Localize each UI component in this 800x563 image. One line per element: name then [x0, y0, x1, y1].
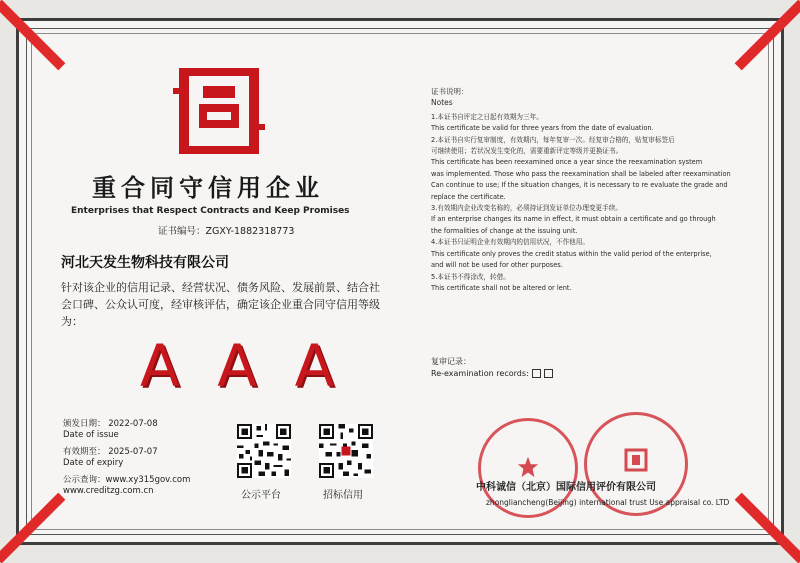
issuer-name: 中科诚信（北京）国际信用评价有限公司 — [476, 482, 656, 493]
qr-code-public-platform[interactable] — [237, 424, 291, 478]
credit-grade — [140, 332, 370, 400]
reexam-checkbox[interactable] — [544, 369, 553, 378]
notes-line: 可继续使用；若状况发生变化的，需要重新评定等级并更换证书。 — [431, 147, 623, 156]
notes-line: 3.有效期内企业改变名称的，必须持证到发证单位办理变更手续。 — [431, 204, 622, 213]
notes-heading-en: Notes — [431, 98, 453, 108]
certificate-description: 针对该企业的信用记录、经营状况、债务风险、发展前景、结合社会口碑、公众认可度，经审核评估，确定该企业重合同守信用等级为： — [61, 281, 380, 328]
query-url-1[interactable]: www.xy315gov.com — [105, 475, 191, 485]
company-name: 河北天发生物科技有限公司 — [61, 255, 229, 271]
expiry-date: 2025-07-07 — [108, 447, 158, 457]
reexam-label-en: Re-examination records: — [431, 369, 529, 378]
notes-line: 4.本证书只证明企业有效期内的信用状况，不作他用。 — [431, 238, 589, 247]
reexam-checkbox[interactable] — [532, 369, 541, 378]
notes-line: 1.本证书自评定之日起有效期为三年。 — [431, 112, 543, 121]
notes-section — [431, 86, 731, 294]
grade-letter: A — [294, 332, 371, 400]
reexam-records — [431, 356, 553, 380]
certificate-subtitle: Enterprises that Respect Contracts and Keep Promises — [71, 206, 350, 216]
grade-letter: A — [217, 332, 295, 400]
date-block — [63, 419, 190, 497]
expiry-date-label-en: Date of expiry — [63, 458, 124, 468]
notes-line: If an enterprise changes its name in effect, it must obtain a certificate and go through — [431, 215, 716, 224]
certificate-number — [158, 223, 294, 237]
qr-label-bidding-credit: 招标信用 — [323, 490, 363, 501]
qr-code-bidding-credit[interactable] — [319, 424, 373, 478]
certificate-logo-icon — [173, 68, 265, 154]
notes-line: replace the certificate. — [431, 192, 506, 201]
notes-line: Can continue to use; If the situation changes, it is necessary to re evaluate the grade and — [431, 181, 728, 190]
certificate-number-value: ZGXY-1882318773 — [205, 226, 295, 237]
notes-line: This certificate only proves the credit status within the valid period of the enterprise, — [431, 249, 712, 258]
certificate-number-label: 证书编号： — [158, 226, 206, 237]
qr-label-public-platform: 公示平台 — [241, 490, 281, 501]
notes-heading-cn: 证书说明： — [431, 87, 469, 96]
notes-line: This certificate be valid for three years from the date of evaluation. — [431, 124, 654, 133]
issue-date: 2022-07-08 — [108, 419, 158, 429]
notes-line: the formalities of change at the issuing unit. — [431, 226, 578, 235]
notes-line: and will not be used for other purposes. — [431, 261, 563, 270]
query-label: 公示查询： — [63, 475, 106, 485]
issue-date-label-en: Date of issue — [63, 430, 119, 440]
expiry-date-label: 有效期至： — [63, 447, 106, 457]
issuer-name-en: zhongliancheng(Beijing) international trust Use appraisal co. LTD — [486, 498, 730, 507]
certificate-title: 重合同守信用企业 — [92, 174, 324, 202]
notes-line: This certificate has been reexamined once a year since the reexamination system — [431, 158, 703, 167]
notes-line: was implemented. Those who pass the reexamination shall be labeled after reexamination — [431, 169, 731, 178]
query-url-2[interactable]: www.creditzg.com.cn — [63, 486, 154, 496]
notes-line: 5.本证书不得涂改，转借。 — [431, 272, 510, 281]
notes-line: 2.本证书自实行复审制度，有效期内，每年复审一次。经复审合格的，贴复审标签后 — [431, 135, 675, 144]
notes-line: This certificate shall not be altered or lent. — [431, 283, 572, 292]
seal-star-icon — [517, 456, 539, 478]
reexam-label-cn: 复审记录： — [431, 357, 471, 366]
issue-date-label: 颁发日期： — [63, 419, 106, 429]
grade-letter: A — [140, 332, 218, 400]
seal-logo-icon — [624, 448, 648, 472]
